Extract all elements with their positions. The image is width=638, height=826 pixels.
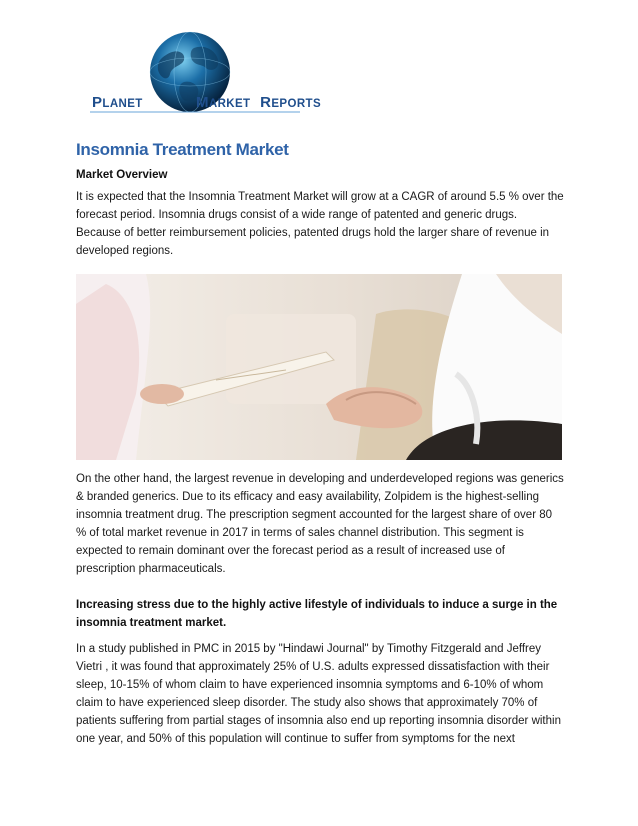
overview-paragraph: It is expected that the Insomnia Treatment Market will grow at a CAGR of around 5.5 % over the forecast period. Insomnia drugs consist of a wide range of patented and generic drugs. Because of better reimbursement policies, patented drugs hold the larger share of revenue in developed regions. — [76, 191, 564, 257]
logo-wordmark: PLANET MARKET REPORTS — [92, 94, 322, 111]
planet-market-reports-logo — [86, 30, 322, 120]
market-overview-heading: Market Overview — [76, 169, 168, 181]
generics-paragraph: On the other hand, the largest revenue in developing and underdeveloped regions was generics & branded generics. Due to its efficacy and easy availability, Zolpidem is the highest-selling insomnia treatment drug. The prescription segment accounted for the largest share of over 80 % of total market revenue in 2017 in terms of sales channel distribution. This segment is expected to remain dominant over the forecast period as a result of increased use of prescription pharmaceuticals. — [76, 473, 564, 575]
page-title: Insomnia Treatment Market — [76, 140, 289, 159]
stress-heading: Increasing stress due to the highly active lifestyle of individuals to induce a surge in the insomnia treatment market. — [76, 599, 558, 629]
study-paragraph: In a study published in PMC in 2015 by "Hindawi Journal" by Timothy Fitzgerald and Jeffrey Vietri , it was found that approximately 25% of U.S. adults expressed dissatisfaction with their sleep, 10-15% of whom claim to have experienced insomnia symptoms and 6-10% of whom claim to have experienced sleep disorder. The study also shows that approximately 70% of patients suffering from partial stages of insomnia also end up reporting insomnia disorder within one year, and 50% of this population will continue to suffer from symptoms for the next — [76, 643, 561, 745]
consultation-photo — [76, 274, 562, 460]
